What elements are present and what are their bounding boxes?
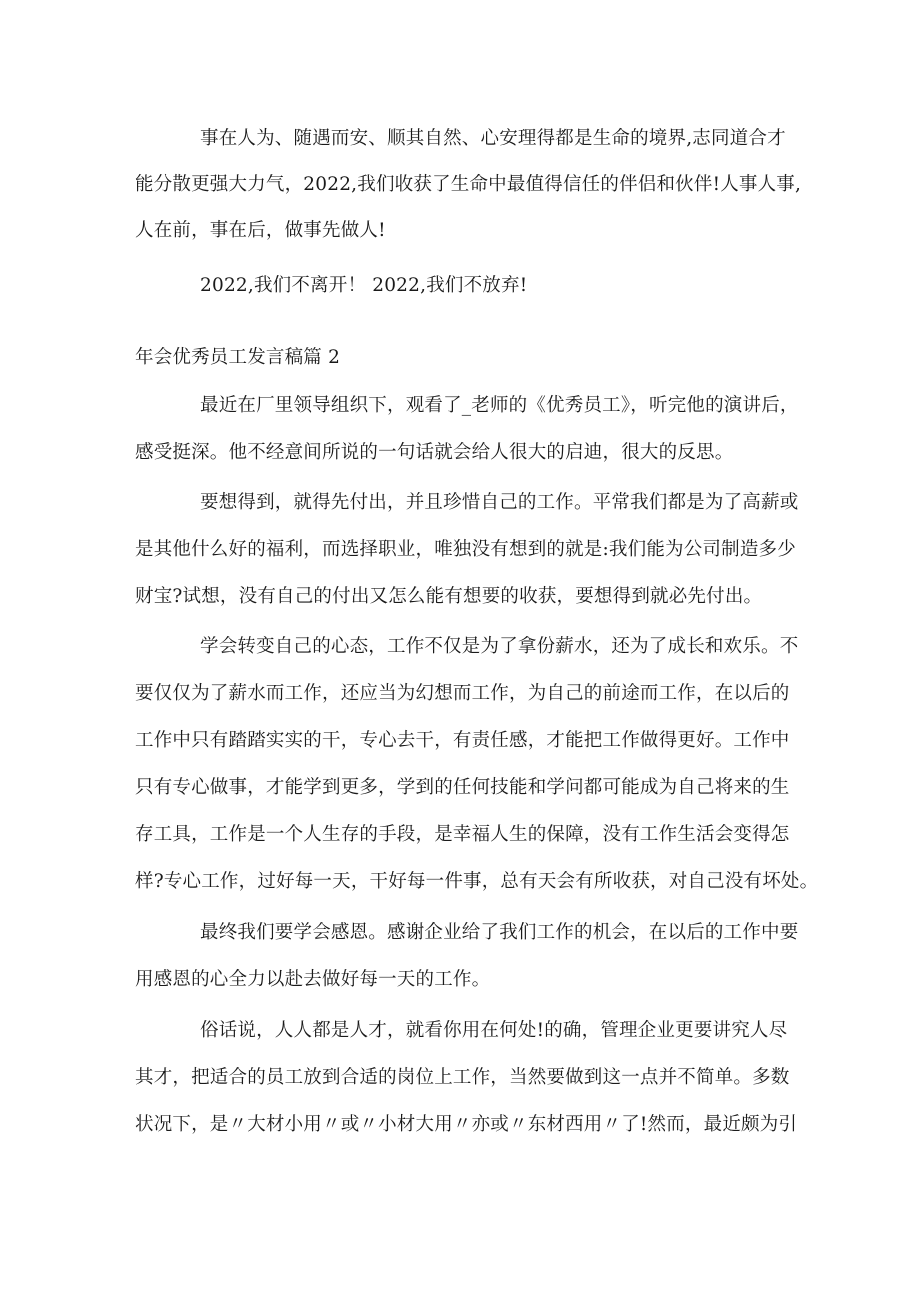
paragraph-5-line-3: 工作中只有踏踏实实的干，专心去干，有责任感，才能把工作做得更好。工作中 xyxy=(135,730,790,751)
paragraph-4-line-1: 要想得到，就得先付出，并且珍惜自己的工作。平常我们都是为了高薪或 xyxy=(200,492,799,513)
paragraph-7-line-3: 状况下，是〃大材小用〃或〃小材大用〃亦或〃东材西用〃了!然而，最近颇为引 xyxy=(135,1114,798,1135)
paragraph-1-line-1: 事在人为、随遇而安、顺其自然、心安理得都是生命的境界,志同道合才 xyxy=(200,128,786,149)
paragraph-6-line-1: 最终我们要学会感恩。感谢企业给了我们工作的机会，在以后的工作中要 xyxy=(200,922,799,943)
paragraph-5-line-5: 存工具，工作是一个人生存的手段，是幸福人生的保障，没有工作生活会变得怎 xyxy=(135,824,790,845)
paragraph-1-line-2: 能分散更强大力气，2022,我们收获了生命中最值得信任的伴侣和伙伴!人事人事, xyxy=(135,174,802,195)
paragraph-3-line-2: 感受挺深。他不经意间所说的一句话就会给人很大的启迪，很大的反思。 xyxy=(135,442,734,463)
paragraph-6-line-2: 用感恩的心全力以赴去做好每一天的工作。 xyxy=(135,969,491,990)
paragraph-7-line-2: 其才，把适合的员工放到合适的岗位上工作，当然要做到这一点并不简单。多数 xyxy=(135,1067,790,1088)
paragraph-3-line-1: 最近在厂里领导组织下，观看了_老师的《优秀员工》，听完他的演讲后， xyxy=(200,395,799,416)
paragraph-7-line-1: 俗话说，人人都是人才，就看你用在何处!的确，管理企业更要讲究人尽 xyxy=(200,1020,788,1041)
paragraph-4-line-3: 财宝?试想，没有自己的付出又怎么能有想要的收获，要想得到就必先付出。 xyxy=(135,586,763,607)
paragraph-5-line-4: 只有专心做事，才能学到更多，学到的任何技能和学问都可能成为自己将来的生 xyxy=(135,777,790,798)
paragraph-2-line-1: 2022,我们不离开！ 2022,我们不放弃! xyxy=(200,275,528,296)
paragraph-5-line-2: 要仅仅为了薪水而工作，还应当为幻想而工作，为自己的前途而工作，在以后的 xyxy=(135,683,790,704)
paragraph-5-line-1: 学会转变自己的心态，工作不仅是为了拿份薪水，还为了成长和欢乐。不 xyxy=(200,636,799,657)
paragraph-4-line-2: 是其他什么好的福利，而选择职业，唯独没有想到的就是:我们能为公司制造多少 xyxy=(135,539,796,560)
paragraph-5-line-6: 样?专心工作，过好每一天，干好每一件事，总有天会有所收获，对自己没有坏处。 xyxy=(135,871,819,892)
paragraph-1-line-3: 人在前，事在后，做事先做人! xyxy=(135,220,386,241)
section-heading: 年会优秀员工发言稿篇 2 xyxy=(135,347,341,368)
